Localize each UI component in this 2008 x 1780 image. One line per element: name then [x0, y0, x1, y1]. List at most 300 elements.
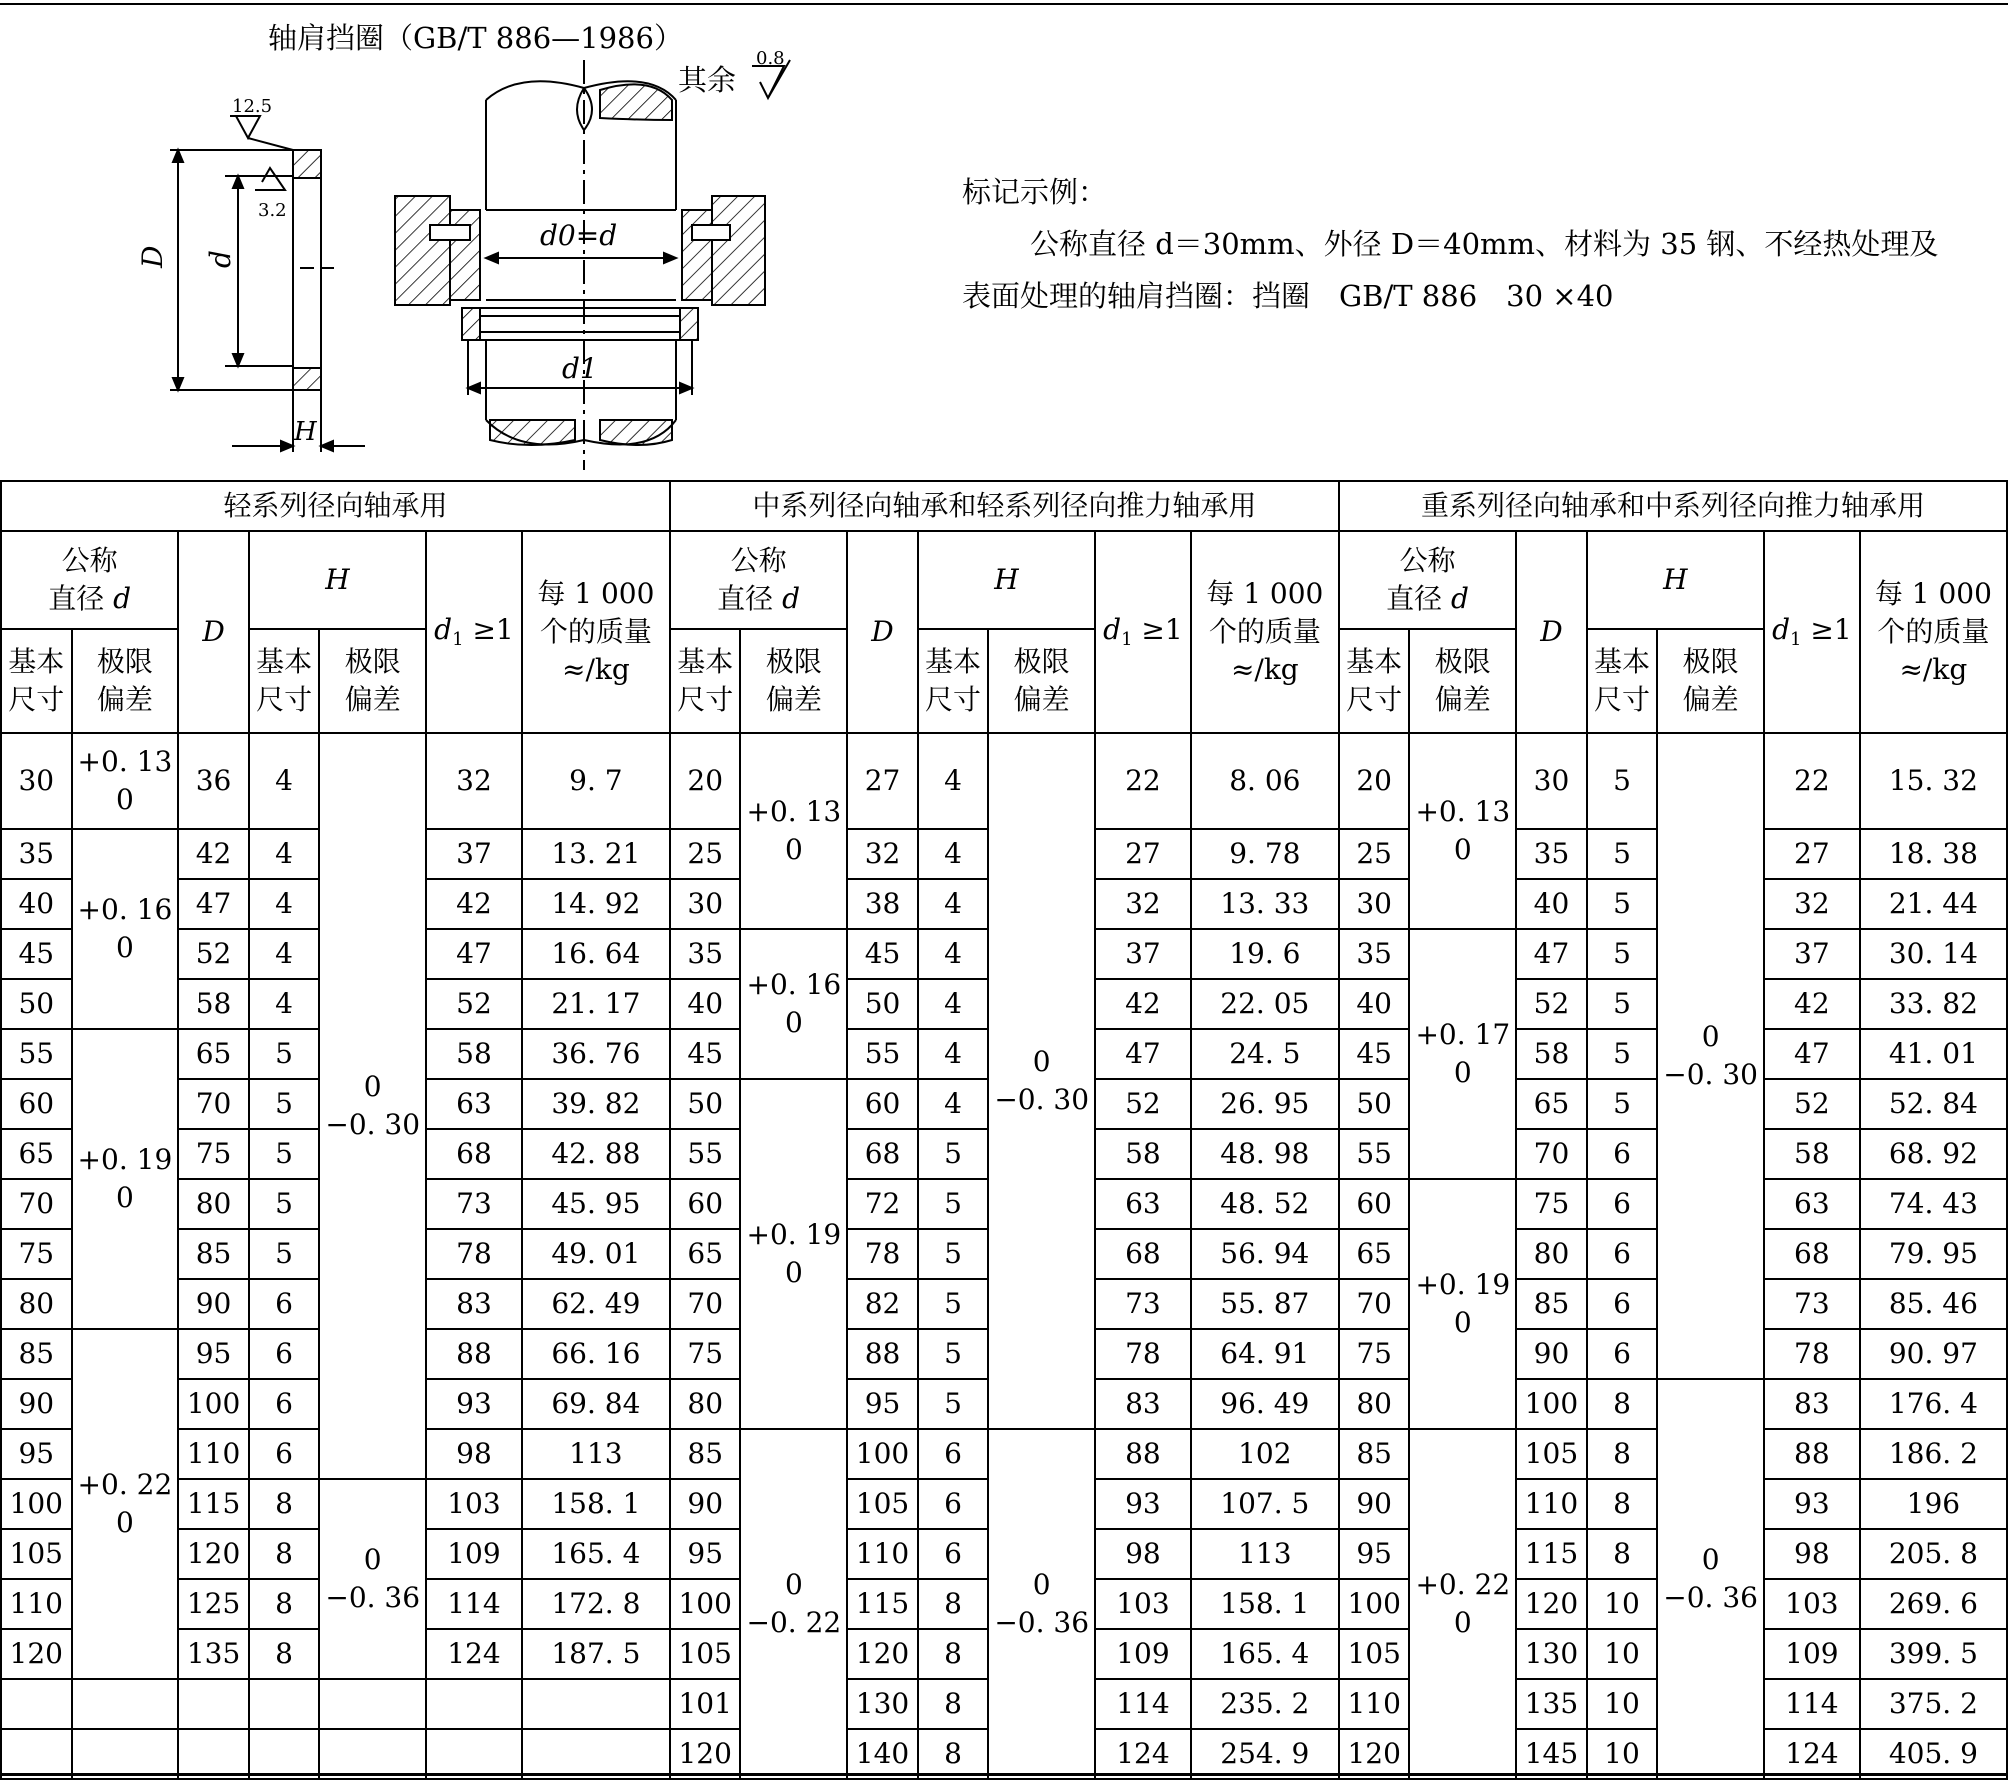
empty-cell: [72, 1729, 179, 1779]
cell-mass: 62. 49: [522, 1279, 670, 1329]
group-header: 重系列径向轴承和中系列径向推力轴承用: [1339, 481, 2007, 531]
cell-D: 42: [178, 829, 249, 879]
cell-H: 8: [249, 1579, 320, 1629]
cell-D: 35: [1516, 829, 1587, 879]
cell-mass: 64. 91: [1191, 1329, 1339, 1379]
cell-d-tolerance: +0. 22 0: [72, 1329, 179, 1679]
cell-d: 80: [1339, 1379, 1410, 1429]
cell-H: 5: [918, 1379, 989, 1429]
cell-D: 82: [847, 1279, 918, 1329]
cell-mass: 42. 88: [522, 1129, 670, 1179]
group-header: 轻系列径向轴承用: [1, 481, 670, 531]
header-thickness: H: [249, 531, 426, 629]
cell-mass: 19. 6: [1191, 929, 1339, 979]
header-mass: 每 1 000 个的质量 ≈/kg: [522, 531, 670, 733]
empty-cell: [319, 1679, 426, 1729]
cell-D: 70: [1516, 1129, 1587, 1179]
cell-D: 90: [1516, 1329, 1587, 1379]
cell-d: 30: [670, 879, 741, 929]
cell-d1: 98: [426, 1429, 522, 1479]
cell-mass: 21. 44: [1860, 879, 2007, 929]
bottom-rule: [0, 1773, 2008, 1776]
cell-d1: 58: [426, 1029, 522, 1079]
empty-cell: [426, 1729, 522, 1779]
cell-D: 110: [847, 1529, 918, 1579]
cell-d: 25: [670, 829, 741, 879]
header-mass: 每 1 000 个的质量 ≈/kg: [1860, 531, 2007, 733]
cell-d: 60: [1, 1079, 72, 1129]
cell-d1: 98: [1095, 1529, 1191, 1579]
cell-D: 130: [1516, 1629, 1587, 1679]
cell-mass: 107. 5: [1191, 1479, 1339, 1529]
cell-D: 105: [847, 1479, 918, 1529]
cell-d: 35: [670, 929, 741, 979]
cell-d-tolerance: +0. 19 0: [1409, 1179, 1516, 1429]
dim-d0-label: d0=d: [540, 219, 618, 252]
cell-H: 4: [918, 733, 989, 829]
cell-mass: 56. 94: [1191, 1229, 1339, 1279]
cell-d: 90: [1339, 1479, 1410, 1529]
cell-D: 75: [178, 1129, 249, 1179]
cell-H: 5: [918, 1279, 989, 1329]
cell-d1: 109: [1764, 1629, 1860, 1679]
cell-mass: 18. 38: [1860, 829, 2007, 879]
cell-d1: 114: [426, 1579, 522, 1629]
cell-d: 40: [1339, 979, 1410, 1029]
cell-d1: 32: [1764, 879, 1860, 929]
cell-D: 50: [847, 979, 918, 1029]
cell-mass: 9. 78: [1191, 829, 1339, 879]
header-basic-size: 基本 尺寸: [918, 629, 989, 733]
empty-cell: [178, 1729, 249, 1779]
header-basic-size: 基本 尺寸: [1587, 629, 1658, 733]
header-basic-size: 基本 尺寸: [1339, 629, 1410, 733]
cell-d1: 68: [1764, 1229, 1860, 1279]
empty-cell: [1, 1729, 72, 1779]
cell-d: 50: [1, 979, 72, 1029]
cell-d1: 68: [1095, 1229, 1191, 1279]
cell-H: 8: [918, 1629, 989, 1679]
cell-H: 6: [1587, 1129, 1658, 1179]
header-mass: 每 1 000 个的质量 ≈/kg: [1191, 531, 1339, 733]
cell-H: 5: [249, 1079, 320, 1129]
empty-cell: [1, 1679, 72, 1729]
cell-d1: 83: [1095, 1379, 1191, 1429]
cell-H: 8: [918, 1679, 989, 1729]
cell-H-tolerance: 0 −0. 30: [319, 733, 426, 1479]
cell-H: 6: [249, 1279, 320, 1329]
cell-d: 110: [1339, 1679, 1410, 1729]
cell-mass: 85. 46: [1860, 1279, 2007, 1329]
cell-d1: 52: [1095, 1079, 1191, 1129]
cell-d1: 78: [1095, 1329, 1191, 1379]
empty-cell: [178, 1679, 249, 1729]
cell-d: 35: [1339, 929, 1410, 979]
cell-d: 120: [1, 1629, 72, 1679]
cell-H: 5: [918, 1229, 989, 1279]
cell-d1: 88: [1095, 1429, 1191, 1479]
cell-d: 30: [1, 733, 72, 829]
cell-d1: 63: [426, 1079, 522, 1129]
ring-section-view: [170, 116, 365, 452]
cell-d: 40: [670, 979, 741, 1029]
cell-mass: 69. 84: [522, 1379, 670, 1429]
header-tolerance: 极限 偏差: [1657, 629, 1764, 733]
cell-D: 47: [1516, 929, 1587, 979]
cell-mass: 9. 7: [522, 733, 670, 829]
cell-d1: 27: [1764, 829, 1860, 879]
empty-cell: [249, 1729, 320, 1779]
cell-D: 105: [1516, 1429, 1587, 1479]
cell-H-tolerance: 0 −0. 30: [1657, 733, 1764, 1379]
cell-H-tolerance: 0 −0. 36: [1657, 1379, 1764, 1779]
cell-d: 105: [1339, 1629, 1410, 1679]
cell-d: 75: [670, 1329, 741, 1379]
cell-H: 8: [1587, 1429, 1658, 1479]
cell-d: 40: [1, 879, 72, 929]
cell-D: 52: [1516, 979, 1587, 1029]
cell-d1: 63: [1764, 1179, 1860, 1229]
dimension-table-wrap: [0, 480, 2008, 1780]
cell-D: 115: [847, 1579, 918, 1629]
cell-d: 65: [1339, 1229, 1410, 1279]
header-tolerance: 极限 偏差: [72, 629, 179, 733]
cell-H: 8: [1587, 1379, 1658, 1429]
cell-H: 8: [249, 1479, 320, 1529]
dimension-table: [0, 480, 2008, 1780]
cell-mass: 172. 8: [522, 1579, 670, 1629]
cell-d: 25: [1339, 829, 1410, 879]
header-outer-diameter: D: [847, 531, 918, 733]
cell-d1: 109: [426, 1529, 522, 1579]
empty-cell: [72, 1679, 179, 1729]
cell-d-tolerance: +0. 17 0: [1409, 929, 1516, 1179]
cell-d1: 78: [1764, 1329, 1860, 1379]
cell-H: 4: [249, 879, 320, 929]
cell-d-tolerance: +0. 13 0: [740, 733, 847, 929]
cell-H: 4: [249, 929, 320, 979]
cell-H: 8: [249, 1529, 320, 1579]
cell-d1: 88: [426, 1329, 522, 1379]
cell-d: 45: [1339, 1029, 1410, 1079]
cell-d: 70: [1339, 1279, 1410, 1329]
cell-d: 95: [670, 1529, 741, 1579]
cell-d1: 73: [1764, 1279, 1860, 1329]
header-thickness: H: [1587, 531, 1764, 629]
empty-cell: [249, 1679, 320, 1729]
header-basic-size: 基本 尺寸: [249, 629, 320, 733]
cell-d1: 58: [1095, 1129, 1191, 1179]
cell-H: 10: [1587, 1679, 1658, 1729]
cell-d: 85: [1339, 1429, 1410, 1479]
cell-d1: 32: [1095, 879, 1191, 929]
cell-H: 5: [249, 1129, 320, 1179]
cell-d1: 124: [1764, 1729, 1860, 1779]
cell-mass: 15. 32: [1860, 733, 2007, 829]
cell-D: 65: [178, 1029, 249, 1079]
cell-d1: 114: [1764, 1679, 1860, 1729]
cell-D: 70: [178, 1079, 249, 1129]
cell-d1: 93: [1095, 1479, 1191, 1529]
cell-D: 52: [178, 929, 249, 979]
cell-D: 135: [178, 1629, 249, 1679]
cell-H: 6: [249, 1329, 320, 1379]
cell-mass: 49. 01: [522, 1229, 670, 1279]
group-header: 中系列径向轴承和轻系列径向推力轴承用: [670, 481, 1339, 531]
cell-H: 4: [249, 979, 320, 1029]
cell-mass: 102: [1191, 1429, 1339, 1479]
cell-d1: 47: [1764, 1029, 1860, 1079]
cell-mass: 13. 21: [522, 829, 670, 879]
cell-D: 85: [1516, 1279, 1587, 1329]
cell-d: 50: [1339, 1079, 1410, 1129]
cell-d: 90: [670, 1479, 741, 1529]
cell-mass: 22. 05: [1191, 979, 1339, 1029]
header-thickness: H: [918, 531, 1095, 629]
cell-mass: 48. 52: [1191, 1179, 1339, 1229]
cell-mass: 269. 6: [1860, 1579, 2007, 1629]
cell-d1: 52: [426, 979, 522, 1029]
cell-mass: 79. 95: [1860, 1229, 2007, 1279]
cell-D: 140: [847, 1729, 918, 1779]
cell-mass: 39. 82: [522, 1079, 670, 1129]
cell-D: 30: [1516, 733, 1587, 829]
cell-D: 85: [178, 1229, 249, 1279]
cell-H: 4: [249, 829, 320, 879]
cell-D: 110: [178, 1429, 249, 1479]
cell-d1: 27: [1095, 829, 1191, 879]
cell-H: 5: [1587, 1079, 1658, 1129]
header-nominal-diameter: 公称 直径 d: [1, 531, 178, 629]
cell-d1: 47: [1095, 1029, 1191, 1079]
cell-mass: 165. 4: [522, 1529, 670, 1579]
cell-mass: 30. 14: [1860, 929, 2007, 979]
cell-H: 5: [918, 1179, 989, 1229]
cell-d: 60: [1339, 1179, 1410, 1229]
cell-H: 5: [1587, 979, 1658, 1029]
cell-d1: 68: [426, 1129, 522, 1179]
cell-d1: 47: [426, 929, 522, 979]
cell-mass: 90. 97: [1860, 1329, 2007, 1379]
cell-d: 65: [670, 1229, 741, 1279]
cell-d: 30: [1339, 879, 1410, 929]
cell-D: 100: [847, 1429, 918, 1479]
cell-D: 115: [1516, 1529, 1587, 1579]
dim-H-label: H: [294, 417, 317, 447]
cell-H: 6: [918, 1529, 989, 1579]
cell-H-tolerance: 0 −0. 36: [319, 1479, 426, 1679]
cell-d: 75: [1339, 1329, 1410, 1379]
cell-d: 100: [1339, 1579, 1410, 1629]
header-nominal-diameter: 公称 直径 d: [670, 531, 847, 629]
empty-cell: [426, 1679, 522, 1729]
cell-mass: 113: [522, 1429, 670, 1479]
cell-mass: 176. 4: [1860, 1379, 2007, 1429]
cell-mass: 41. 01: [1860, 1029, 2007, 1079]
header-nominal-diameter: 公称 直径 d: [1339, 531, 1516, 629]
cell-D: 130: [847, 1679, 918, 1729]
cell-d1: 73: [426, 1179, 522, 1229]
cell-mass: 158. 1: [1191, 1579, 1339, 1629]
cell-d1: 109: [1095, 1629, 1191, 1679]
dim-d1-label: d1: [562, 352, 598, 385]
cell-d1: 124: [1095, 1729, 1191, 1779]
cell-d: 90: [1, 1379, 72, 1429]
cell-d1: 114: [1095, 1679, 1191, 1729]
cell-D: 32: [847, 829, 918, 879]
header-d1: $d_1 \ge 1$: [1764, 531, 1860, 733]
header-outer-diameter: D: [1516, 531, 1587, 733]
cell-H-tolerance: 0 −0. 36: [988, 1429, 1095, 1779]
cell-d: 50: [670, 1079, 741, 1129]
cell-d-tolerance: +0. 22 0: [1409, 1429, 1516, 1779]
cell-H: 6: [1587, 1229, 1658, 1279]
cell-d: 80: [670, 1379, 741, 1429]
cell-d: 55: [1, 1029, 72, 1079]
cell-H: 10: [1587, 1729, 1658, 1779]
cell-D: 88: [847, 1329, 918, 1379]
dim-d-label: d: [204, 250, 237, 268]
header-outer-diameter: D: [178, 531, 249, 733]
cell-D: 135: [1516, 1679, 1587, 1729]
cell-d1: 63: [1095, 1179, 1191, 1229]
cell-H: 4: [249, 733, 320, 829]
cell-d1: 42: [1764, 979, 1860, 1029]
cell-mass: 26. 95: [1191, 1079, 1339, 1129]
cell-d: 20: [670, 733, 741, 829]
cell-D: 75: [1516, 1179, 1587, 1229]
cell-d1: 22: [1764, 733, 1860, 829]
marking-example-line-1: 公称直径 d＝30mm、外径 D＝40mm、材料为 35 钢、不经热处理及: [1030, 227, 1939, 261]
cell-H: 6: [918, 1479, 989, 1529]
cell-d1: 22: [1095, 733, 1191, 829]
cell-mass: 187. 5: [522, 1629, 670, 1679]
cell-H: 6: [1587, 1329, 1658, 1379]
cell-d: 55: [670, 1129, 741, 1179]
dim-D-label: D: [136, 245, 169, 268]
cell-mass: 375. 2: [1860, 1679, 2007, 1729]
cell-mass: 66. 16: [522, 1329, 670, 1379]
marking-example-title: 标记示例：: [962, 175, 1108, 209]
cell-d1: 98: [1764, 1529, 1860, 1579]
cell-mass: 113: [1191, 1529, 1339, 1579]
cell-H: 5: [1587, 1029, 1658, 1079]
cell-d: 65: [1, 1129, 72, 1179]
cell-mass: 21. 17: [522, 979, 670, 1029]
cell-d1: 78: [426, 1229, 522, 1279]
cell-d1: 83: [1764, 1379, 1860, 1429]
cell-H: 5: [1587, 733, 1658, 829]
cell-D: 120: [178, 1529, 249, 1579]
cell-D: 80: [178, 1179, 249, 1229]
cell-D: 120: [1516, 1579, 1587, 1629]
cell-d: 95: [1, 1429, 72, 1479]
cell-mass: 254. 9: [1191, 1729, 1339, 1779]
cell-d1: 93: [426, 1379, 522, 1429]
cell-H: 6: [249, 1429, 320, 1479]
cell-H-tolerance: 0 −0. 30: [988, 733, 1095, 1429]
cell-mass: 55. 87: [1191, 1279, 1339, 1329]
empty-cell: [522, 1729, 670, 1779]
header-basic-size: 基本 尺寸: [670, 629, 741, 733]
cell-mass: 235. 2: [1191, 1679, 1339, 1729]
cell-d1: 88: [1764, 1429, 1860, 1479]
cell-d-tolerance: +0. 16 0: [72, 829, 179, 1029]
cell-D: 78: [847, 1229, 918, 1279]
cell-d-tolerance: +0. 16 0: [740, 929, 847, 1079]
cell-H: 5: [1587, 929, 1658, 979]
cell-H: 10: [1587, 1629, 1658, 1679]
cell-D: 95: [847, 1379, 918, 1429]
roughness-rest-value: 0.8: [756, 48, 785, 69]
cell-mass: 205. 8: [1860, 1529, 2007, 1579]
cell-D: 47: [178, 879, 249, 929]
cell-d: 35: [1, 829, 72, 879]
cell-D: 36: [178, 733, 249, 829]
cell-d: 120: [670, 1729, 741, 1779]
cell-d: 85: [1, 1329, 72, 1379]
cell-mass: 399. 5: [1860, 1629, 2007, 1679]
empty-cell: [319, 1729, 426, 1779]
cell-mass: 16. 64: [522, 929, 670, 979]
cell-D: 95: [178, 1329, 249, 1379]
cell-mass: 24. 5: [1191, 1029, 1339, 1079]
cell-H: 5: [249, 1029, 320, 1079]
cell-D: 90: [178, 1279, 249, 1329]
cell-mass: 158. 1: [522, 1479, 670, 1529]
cell-H: 6: [249, 1379, 320, 1429]
cell-d1: 93: [1764, 1479, 1860, 1529]
cell-H: 4: [918, 1029, 989, 1079]
cell-d1: 52: [1764, 1079, 1860, 1129]
cell-d1: 103: [1095, 1579, 1191, 1629]
cell-d1: 42: [1095, 979, 1191, 1029]
cell-mass: 165. 4: [1191, 1629, 1339, 1679]
figure-title: 轴肩挡圈（GB/T 886—1986）: [268, 21, 683, 55]
cell-D: 145: [1516, 1729, 1587, 1779]
cell-mass: 196: [1860, 1479, 2007, 1529]
cell-H: 5: [249, 1179, 320, 1229]
cell-D: 100: [178, 1379, 249, 1429]
cell-d1: 32: [426, 733, 522, 829]
cell-D: 125: [178, 1579, 249, 1629]
cell-d1: 37: [426, 829, 522, 879]
header-basic-size: 基本 尺寸: [1, 629, 72, 733]
cell-H: 4: [918, 1079, 989, 1129]
cell-H: 6: [918, 1429, 989, 1479]
cell-d1: 103: [1764, 1579, 1860, 1629]
cell-d1: 73: [1095, 1279, 1191, 1329]
cell-D: 58: [178, 979, 249, 1029]
cell-d: 75: [1, 1229, 72, 1279]
cell-D: 72: [847, 1179, 918, 1229]
cell-H: 6: [1587, 1179, 1658, 1229]
cell-d: 85: [670, 1429, 741, 1479]
roughness-inner-value: 3.2: [258, 200, 287, 221]
cell-d1: 124: [426, 1629, 522, 1679]
cell-D: 58: [1516, 1029, 1587, 1079]
cell-H: 5: [1587, 879, 1658, 929]
marking-example-line-2: 表面处理的轴肩挡圈：挡圈 GB/T 886 30 ×40: [962, 279, 1614, 313]
cell-mass: 48. 98: [1191, 1129, 1339, 1179]
cell-H: 4: [918, 929, 989, 979]
header-d1: $d_1 \ge 1$: [426, 531, 522, 733]
cell-mass: 74. 43: [1860, 1179, 2007, 1229]
cell-d: 70: [1, 1179, 72, 1229]
cell-d: 45: [1, 929, 72, 979]
assembly-view: [395, 60, 790, 470]
cell-d: 70: [670, 1279, 741, 1329]
